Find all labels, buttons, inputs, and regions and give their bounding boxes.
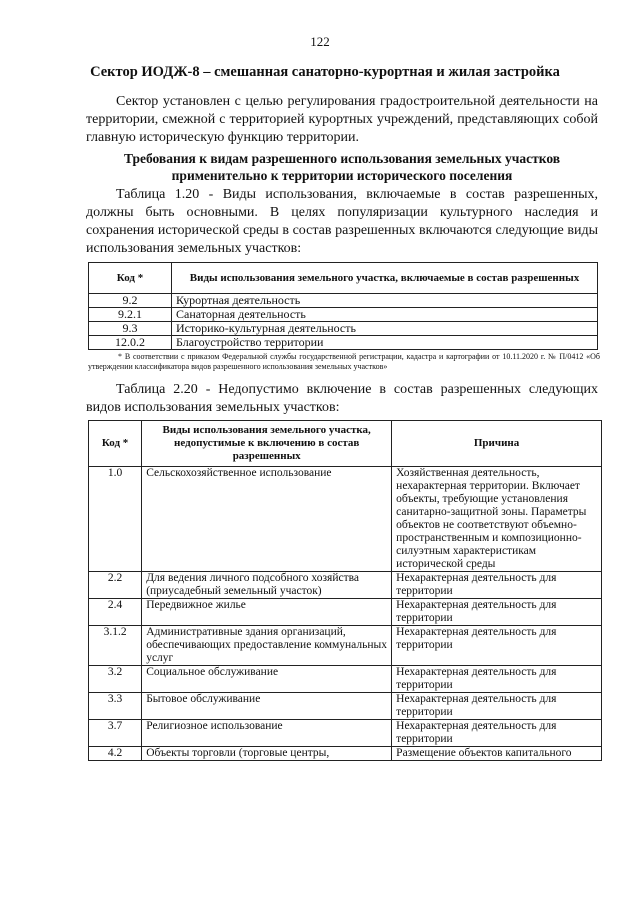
table-header-row: [89, 421, 602, 467]
table-cell-code: 9.3: [89, 322, 172, 336]
table-cell-reason: Нехарактерная деятельность для территории: [392, 572, 602, 599]
table-cell-code: 3.3: [89, 693, 142, 720]
table-row: [89, 336, 598, 350]
table-cell-code: 9.2: [89, 294, 172, 308]
table-header-row: [89, 263, 598, 294]
table-cell-reason: Нехарактерная деятельность для территории: [392, 720, 602, 747]
table-header-use: Виды использования земельного участка, недопустимые к включению в состав разрешенных: [142, 421, 392, 467]
table-cell-use: Благоустройство территории: [172, 336, 598, 350]
table2-intro: Таблица 2.20 - Недопустимо включение в состав разрешенных следующих видов использования земельных участков:: [86, 382, 598, 415]
table-cell-code: 4.2: [89, 747, 142, 761]
page-number: 122: [310, 34, 330, 49]
table-cell-code: 12.0.2: [89, 336, 172, 350]
table-header-code: Код *: [89, 263, 172, 294]
table-header-code: Код *: [89, 421, 142, 467]
requirements-title: Требования к видам разрешенного использования земельных участков применительно к территории исторического поселения: [123, 151, 561, 183]
table-row: [89, 720, 602, 747]
table-row: [89, 572, 602, 599]
table-cell-use: Передвижное жилье: [142, 599, 392, 626]
table-cell-code: 1.0: [89, 467, 142, 572]
table-row: [89, 308, 598, 322]
permitted-uses-table: [88, 262, 598, 350]
table-cell-use: Сельскохозяйственное использование: [142, 467, 392, 572]
table1-footnote: * В соответствии с приказом Федеральной службы государственной регистрации, кадастра и картографии от 10.11.2020 г. № П/0412 «Об утверждении классификатора видов разрешенного использования земельных участков»: [88, 352, 600, 371]
table-header-reason: Причина: [392, 421, 602, 467]
sector-title: Сектор ИОДЖ-8 – смешанная санаторно-курортная и жилая застройка: [90, 64, 560, 80]
table-cell-use: Бытовое обслуживание: [142, 693, 392, 720]
table-cell-reason: Размещение объектов капитального: [392, 747, 602, 761]
prohibited-uses-table: [88, 420, 602, 761]
table-cell-use: Для ведения личного подсобного хозяйства (приусадебный земельный участок): [142, 572, 392, 599]
table-row: [89, 294, 598, 308]
table-cell-use: Санаторная деятельность: [172, 308, 598, 322]
table-cell-code: 2.4: [89, 599, 142, 626]
table-cell-reason: Нехарактерная деятельность для территории: [392, 693, 602, 720]
table-row: [89, 693, 602, 720]
table-cell-reason: Нехарактерная деятельность для территории: [392, 666, 602, 693]
table-cell-code: 3.2: [89, 666, 142, 693]
table-row: [89, 666, 602, 693]
table-cell-reason: Нехарактерная деятельность для территории: [392, 626, 602, 666]
table-row: [89, 599, 602, 626]
table-cell-code: 2.2: [89, 572, 142, 599]
table-cell-reason: Хозяйственная деятельность, нехарактерная территории. Включает объекты, требующие установления санитарно-защитной зоны. Параметры объектов не соответствуют объемно-пространственным и композиционно-силуэтным характеристикам исторической среды: [392, 467, 602, 572]
table-cell-use: Административные здания организаций, обеспечивающих предоставление коммунальных услуг: [142, 626, 392, 666]
table-cell-code: 3.1.2: [89, 626, 142, 666]
table-cell-code: 3.7: [89, 720, 142, 747]
table-cell-use: Религиозное использование: [142, 720, 392, 747]
table-row: [89, 747, 602, 761]
table-cell-code: 9.2.1: [89, 308, 172, 322]
table-row: [89, 626, 602, 666]
table-row: [89, 467, 602, 572]
intro-paragraph: Сектор установлен с целью регулирования градостроительной деятельности на территории, смежной с территорией курортных учреждений, представляющих собой главную историческую функцию территории.: [86, 94, 598, 145]
table-row: [89, 322, 598, 336]
table-cell-use: Социальное обслуживание: [142, 666, 392, 693]
table-header-use: Виды использования земельного участка, включаемые в состав разрешенных: [172, 263, 598, 294]
table-cell-reason: Нехарактерная деятельность для территории: [392, 599, 602, 626]
table-cell-use: Объекты торговли (торговые центры,: [142, 747, 392, 761]
table1-intro: Таблица 1.20 - Виды использования, включаемые в состав разрешенных, должны быть основными. В целях популяризации культурного наследия и сохранения исторической среды в состав разрешенных включаются следующие виды использования земельных участков:: [86, 187, 598, 256]
table-cell-use: Историко-культурная деятельность: [172, 322, 598, 336]
table-cell-use: Курортная деятельность: [172, 294, 598, 308]
